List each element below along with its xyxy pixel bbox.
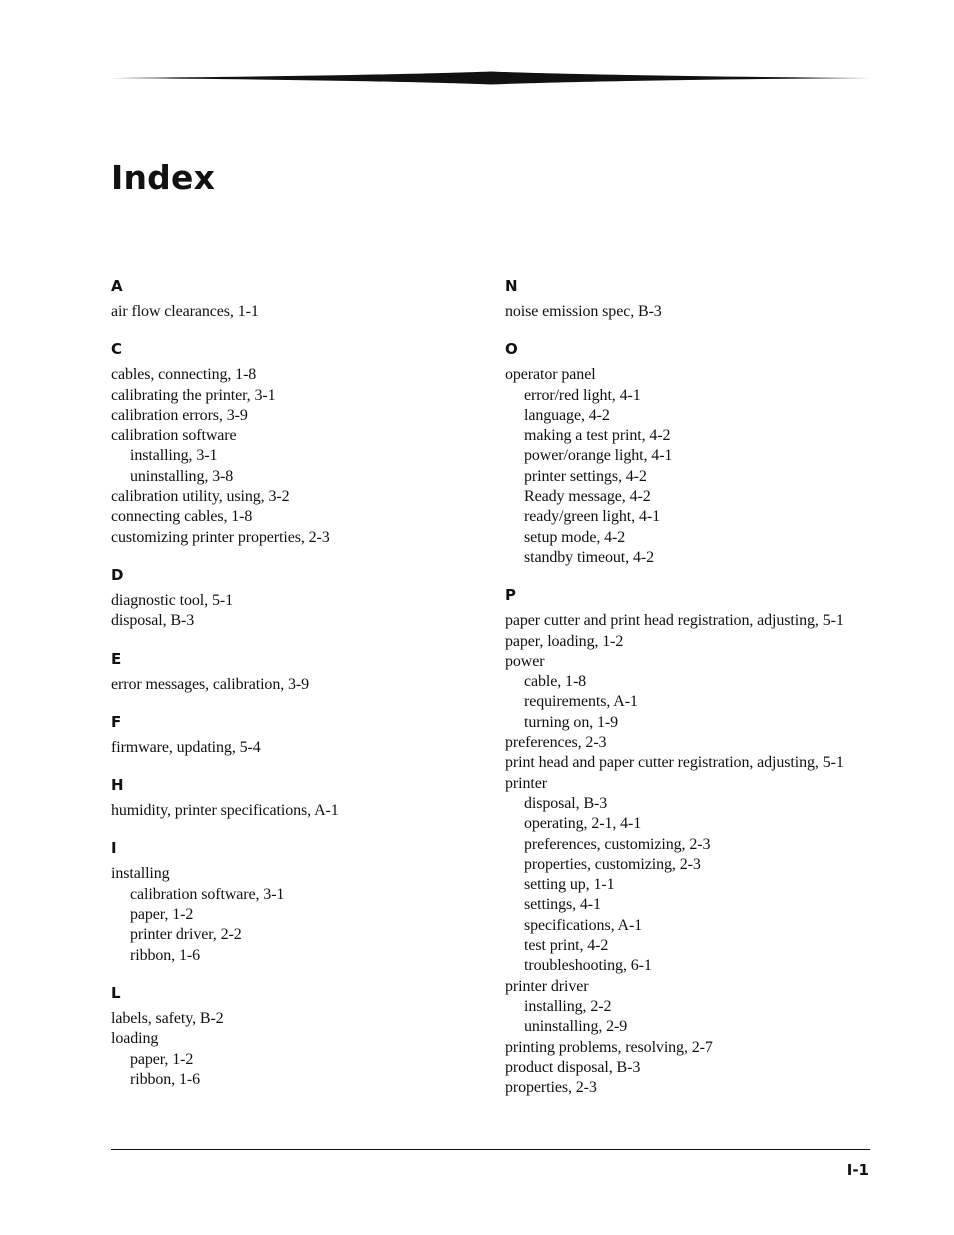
index-entry: diagnostic tool, 5-1 bbox=[111, 591, 233, 609]
index-subentry: language, 4-2 bbox=[524, 406, 610, 424]
index-subentry: printer driver, 2-2 bbox=[130, 926, 242, 944]
index-section bbox=[111, 775, 491, 821]
index-subentry: specifications, A-1 bbox=[524, 916, 643, 934]
index-column-left bbox=[111, 276, 491, 1107]
header-swoosh-rule bbox=[111, 70, 870, 86]
section-letter: C bbox=[111, 340, 123, 359]
index-entry: loading bbox=[111, 1030, 159, 1048]
index-section bbox=[505, 585, 885, 1098]
index-entry: calibration utility, using, 3-2 bbox=[111, 488, 290, 506]
section-letter: P bbox=[505, 586, 516, 605]
index-entry: power bbox=[505, 652, 545, 670]
index-subentry: ribbon, 1-6 bbox=[130, 1070, 201, 1088]
index-subentry: setting up, 1-1 bbox=[524, 876, 615, 894]
index-subentry: installing, 2-2 bbox=[524, 997, 612, 1015]
section-letter: H bbox=[111, 776, 124, 795]
index-entry: paper cutter and print head registration, adjusting, 5-1 bbox=[505, 612, 844, 630]
index-section bbox=[505, 276, 885, 322]
index-entry: disposal, B-3 bbox=[111, 612, 195, 630]
index-subentry: setup mode, 4-2 bbox=[524, 528, 626, 546]
index-section bbox=[111, 838, 491, 965]
index-entry: printing problems, resolving, 2-7 bbox=[505, 1038, 713, 1056]
index-entry: calibration software bbox=[111, 427, 237, 445]
index-section bbox=[111, 339, 491, 548]
index-entry: printer driver bbox=[505, 977, 589, 995]
index-subentry: disposal, B-3 bbox=[524, 794, 608, 812]
section-letter: F bbox=[111, 712, 122, 731]
section-letter: A bbox=[111, 277, 123, 295]
page-number: I-1 bbox=[846, 1161, 869, 1179]
index-subentry: cable, 1-8 bbox=[524, 673, 587, 691]
index-entry: operator panel bbox=[505, 366, 596, 384]
index-entry: labels, safety, B-2 bbox=[111, 1009, 224, 1027]
index-entry: firmware, updating, 5-4 bbox=[111, 738, 261, 756]
index-entry: connecting cables, 1-8 bbox=[111, 508, 253, 526]
index-section bbox=[111, 276, 491, 322]
index-section bbox=[111, 712, 491, 758]
index-subentry: test print, 4-2 bbox=[524, 937, 609, 955]
index-entry: calibration errors, 3-9 bbox=[111, 406, 248, 424]
index-entry: customizing printer properties, 2-3 bbox=[111, 528, 330, 546]
index-entry: humidity, printer specifications, A-1 bbox=[111, 802, 339, 820]
section-letter: I bbox=[111, 839, 117, 858]
index-subentry: ribbon, 1-6 bbox=[130, 946, 201, 964]
index-entry: printer bbox=[505, 774, 547, 792]
index-column-right bbox=[505, 276, 885, 1115]
index-section bbox=[111, 983, 491, 1090]
index-section bbox=[111, 649, 491, 695]
footer-rule bbox=[111, 1149, 870, 1150]
index-subentry: calibration software, 3-1 bbox=[130, 885, 285, 903]
index-section bbox=[111, 565, 491, 632]
index-subentry: uninstalling, 3-8 bbox=[130, 467, 234, 485]
index-entry: installing bbox=[111, 865, 170, 883]
index-subentry: ready/green light, 4-1 bbox=[524, 508, 660, 526]
index-subentry: paper, 1-2 bbox=[130, 1050, 194, 1068]
index-subentry: power/orange light, 4-1 bbox=[524, 447, 673, 465]
index-subentry: troubleshooting, 6-1 bbox=[524, 957, 652, 975]
index-subentry: installing, 3-1 bbox=[130, 447, 218, 465]
index-entry: paper, loading, 1-2 bbox=[505, 632, 624, 650]
index-section bbox=[505, 339, 885, 568]
index-subentry: error/red light, 4-1 bbox=[524, 386, 641, 404]
section-letter: N bbox=[505, 277, 518, 295]
index-entry: properties, 2-3 bbox=[505, 1079, 597, 1097]
section-letter: O bbox=[505, 340, 518, 359]
index-subentry: requirements, A-1 bbox=[524, 693, 638, 711]
index-subentry: settings, 4-1 bbox=[524, 896, 601, 914]
index-subentry: operating, 2-1, 4-1 bbox=[524, 815, 642, 833]
index-entry: air flow clearances, 1-1 bbox=[111, 303, 259, 320]
index-subentry: preferences, customizing, 2-3 bbox=[524, 835, 711, 853]
index-entry: product disposal, B-3 bbox=[505, 1058, 641, 1076]
index-subentry: Ready message, 4-2 bbox=[524, 488, 651, 506]
index-entry: cables, connecting, 1-8 bbox=[111, 366, 257, 384]
index-subentry: turning on, 1-9 bbox=[524, 713, 619, 731]
index-entry: error messages, calibration, 3-9 bbox=[111, 675, 310, 693]
index-subentry: uninstalling, 2-9 bbox=[524, 1018, 628, 1036]
index-entry: calibrating the printer, 3-1 bbox=[111, 386, 276, 404]
index-subentry: paper, 1-2 bbox=[130, 906, 194, 924]
page-title: Index bbox=[111, 158, 216, 197]
section-letter: L bbox=[111, 983, 121, 1002]
index-subentry: making a test print, 4-2 bbox=[524, 427, 671, 445]
section-letter: E bbox=[111, 649, 122, 668]
index-subentry: standby timeout, 4-2 bbox=[524, 548, 654, 566]
index-entry: preferences, 2-3 bbox=[505, 734, 607, 752]
index-subentry: printer settings, 4-2 bbox=[524, 467, 647, 485]
section-letter: D bbox=[111, 565, 124, 584]
index-subentry: properties, customizing, 2-3 bbox=[524, 855, 701, 873]
index-entry: print head and paper cutter registration, adjusting, 5-1 bbox=[505, 754, 844, 772]
index-entry: noise emission spec, B-3 bbox=[505, 303, 662, 320]
